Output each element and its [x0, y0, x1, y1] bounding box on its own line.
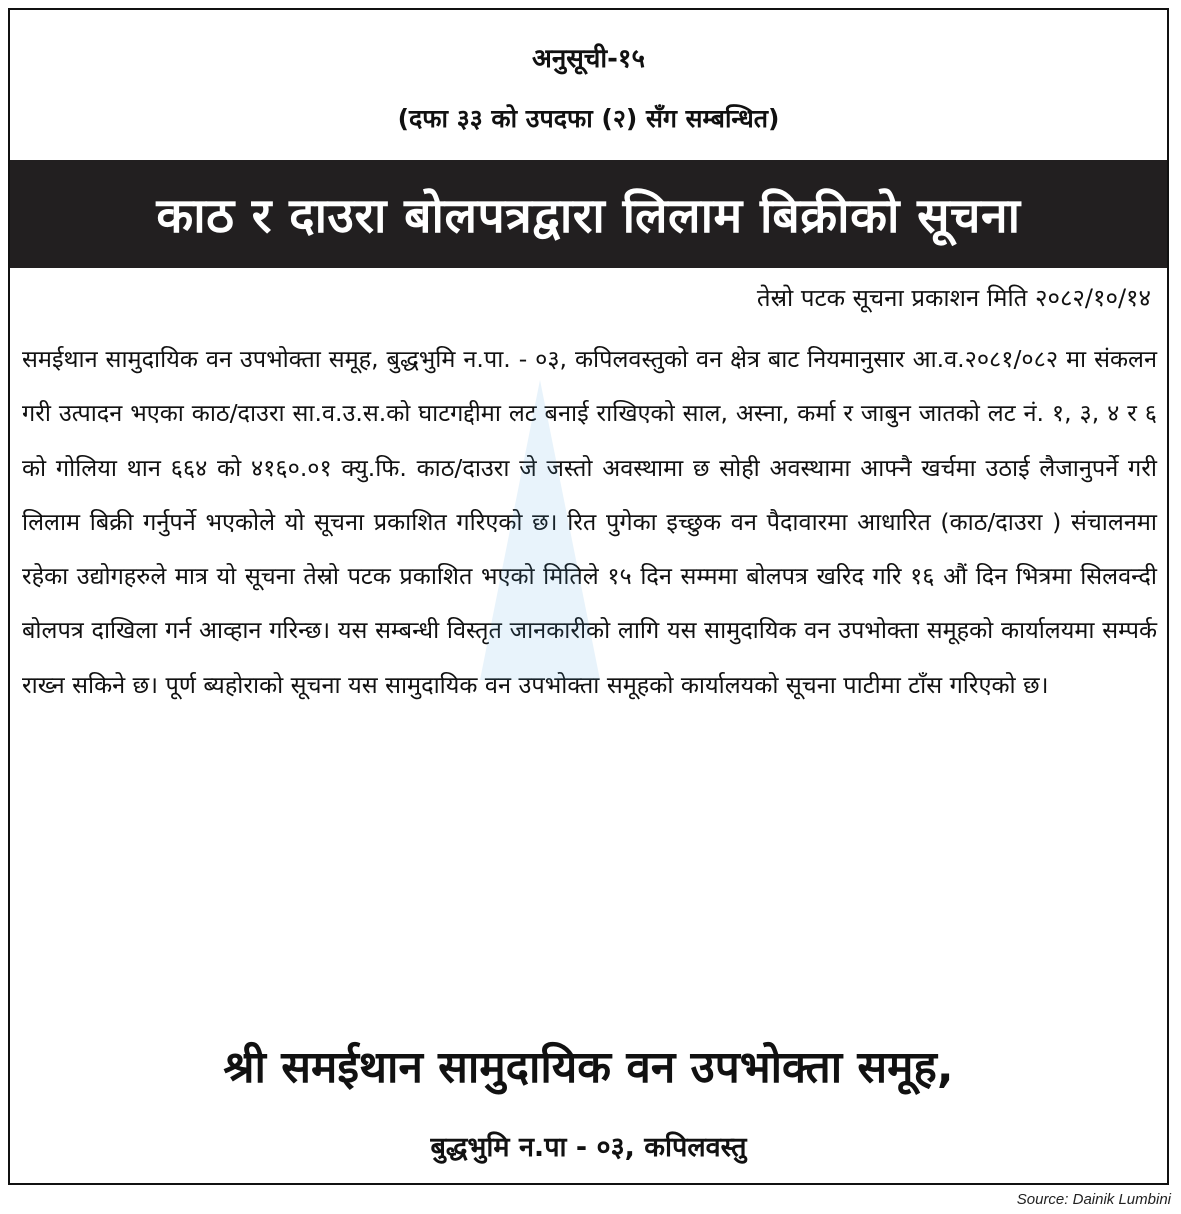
- source-credit: Source: Dainik Lumbini: [1016, 1191, 1171, 1208]
- signer-name: श्री समईथान सामुदायिक वन उपभोक्ता समूह,: [223, 1042, 954, 1093]
- schedule-number: अनुसूची-१५: [532, 44, 645, 74]
- publication-date: तेस्रो पटक सूचना प्रकाशन मिति २०८२/१०/१४: [756, 284, 1151, 312]
- notice-body: समईथान सामुदायिक वन उपभोक्ता समूह, बुद्धभुमि न.पा. - ०३, कपिलवस्तुको वन क्षेत्र बाट नियमानुसार आ.व.२०८१/०८२ मा संकलन गरी उत्पादन भएका काठ/दाउरा सा.व.उ.स.को घाटगद्दीमा लट बनाई राखिएको साल, अस्ना, कर्मा र जाबुन जातको लट नं. १, ३, ४ र ६ को गोलिया थान ६६४ को ४१६०.०१ क्यु.फि. काठ/दाउरा जे जस्तो अवस्थामा छ सोही अवस्थामा आफ्नै खर्चमा उठाई लैजानुपर्ने गरी लिलाम बिक्री गर्नुपर्ने भएकोले यो सूचना प्रकाशित गरिएको छ। रित पुगेका इच्छुक वन पैदावारमा आधारित (काठ/दाउरा ) संचालनमा रहेका उद्योगहरुले मात्र यो सूचना तेस्रो पटक प्रकाशित भएको मितिले १५ दिन सम्ममा बोलपत्र खरिद गरि १६ औं दिन भित्रमा सिलवन्दी बोलपत्र दाखिला गर्न आव्हान गरिन्छ। यस सम्बन्धी विस्तृत जानकारीको लागि यस सामुदायिक वन उपभोक्ता समूहको कार्यालयमा सम्पर्क राख्न सकिने छ। पूर्ण ब्यहोराको सूचना यस सामुदायिक वन उपभोक्ता समूहको कार्यालयको सूचना पाटीमा टाँस गरिएको छ।: [22, 345, 1157, 699]
- title-band: [10, 160, 1167, 268]
- notice-title: काठ र दाउरा बोलपत्रद्वारा लिलाम बिक्रीको सूचना: [156, 187, 1021, 244]
- schedule-reference: (दफा ३३ को उपदफा (२) सँग सम्बन्धित): [397, 104, 780, 133]
- signer-address: बुद्धभुमि न.पा - ०३, कपिलवस्तु: [430, 1132, 747, 1163]
- notice-frame: [8, 8, 1169, 1185]
